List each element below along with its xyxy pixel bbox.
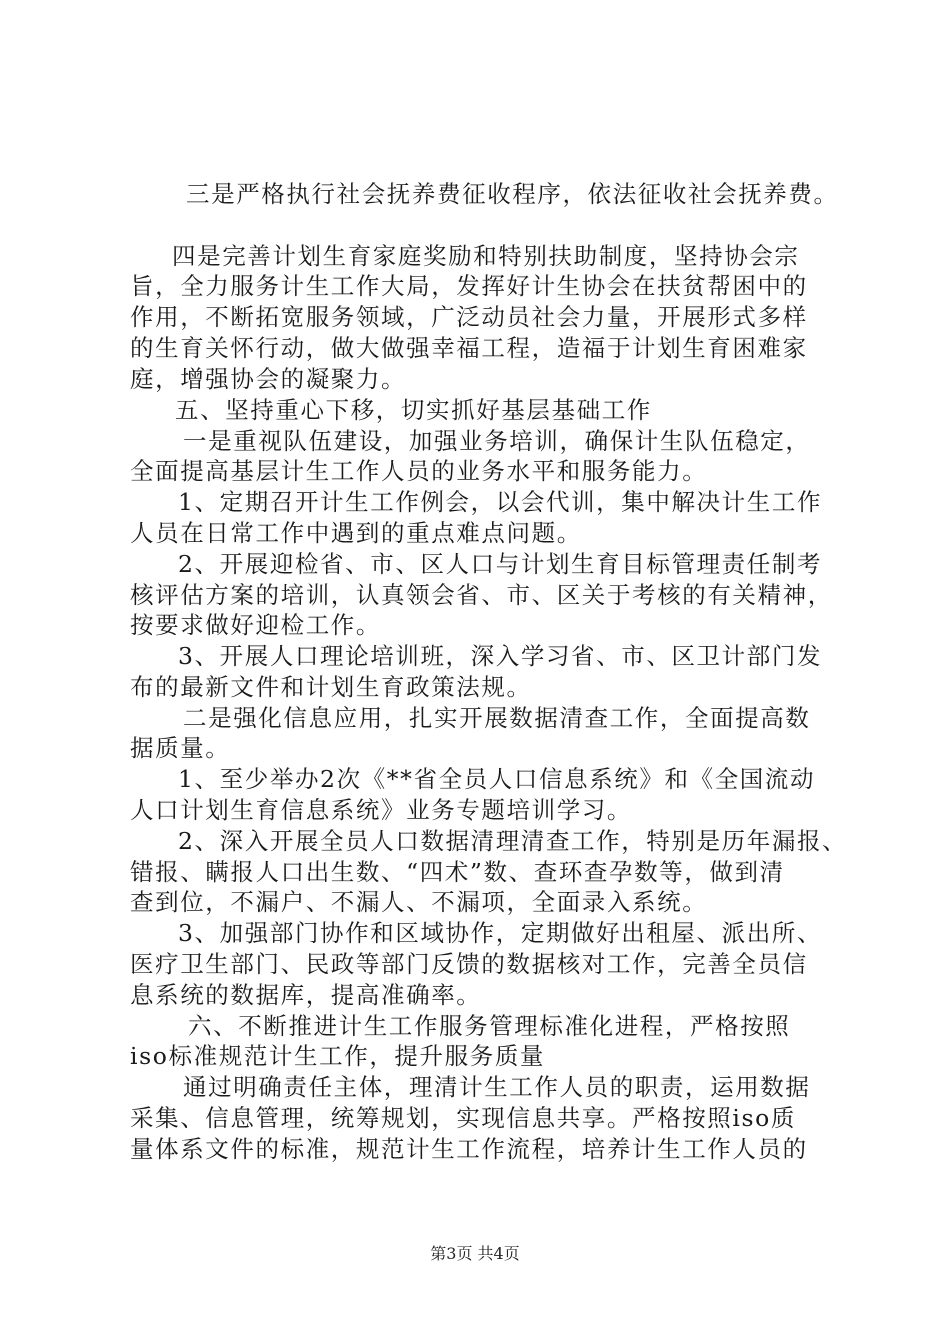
paragraph-line: 量体系文件的标准，规范计生工作流程，培养计生工作人员的 xyxy=(130,1135,808,1163)
paragraph-line: 医疗卫生部门、民政等部门反馈的数据核对工作，完善全员信 xyxy=(130,950,808,978)
paragraph-line: 布的最新文件和计划生育政策法规。 xyxy=(130,673,532,701)
paragraph-line: 查到位，不漏户、不漏人、不漏项，全面录入系统。 xyxy=(130,888,708,916)
paragraph-line: 3、加强部门协作和区域协作，定期做好出租屋、派出所、 xyxy=(178,919,823,947)
paragraph-line: 采集、信息管理，统筹规划，实现信息共享。严格按照iso质 xyxy=(130,1104,797,1132)
section-heading: iso标准规范计生工作，提升服务质量 xyxy=(130,1042,546,1070)
paragraph-line: 1、至少举办2次《**省全员人口信息系统》和《全国流动 xyxy=(178,765,816,793)
paragraph-line: 据质量。 xyxy=(130,734,231,762)
paragraph-line: 2、深入开展全员人口数据清理清查工作，特别是历年漏报、 xyxy=(178,827,848,855)
paragraph-line: 人员在日常工作中遇到的重点难点问题。 xyxy=(130,519,582,547)
paragraph-line: 旨，全力服务计生工作大局，发挥好计生协会在扶贫帮困中的 xyxy=(130,272,808,300)
section-heading: 六、不断推进计生工作服务管理标准化进程，严格按照 xyxy=(188,1012,791,1040)
section-heading: 五、坚持重心下移，切实抓好基层基础工作 xyxy=(175,396,652,424)
paragraph-line: 庭，增强协会的凝聚力。 xyxy=(130,365,407,393)
paragraph-line: 作用，不断拓宽服务领域，广泛动员社会力量，开展形式多样 xyxy=(130,303,808,331)
paragraph-line: 错报、瞒报人口出生数、“四术”数、查环查孕数等，做到清 xyxy=(130,858,785,886)
paragraph-line: 人口计划生育信息系统》业务专题培训学习。 xyxy=(130,796,632,824)
paragraph-line: 2、开展迎检省、市、区人口与计划生育目标管理责任制考 xyxy=(178,550,823,578)
paragraph-line: 一是重视队伍建设，加强业务培训，确保计生队伍稳定， xyxy=(183,427,811,455)
paragraph-line: 的生育关怀行动，做大做强幸福工程，造福于计划生育困难家 xyxy=(130,334,808,362)
paragraph-line: 1、定期召开计生工作例会，以会代训，集中解决计生工作 xyxy=(178,488,823,516)
paragraph-line: 核评估方案的培训，认真领会省、市、区关于考核的有关精神， xyxy=(130,581,833,609)
paragraph-line: 3、开展人口理论培训班，深入学习省、市、区卫计部门发 xyxy=(178,642,823,670)
paragraph-line: 二是强化信息应用，扎实开展数据清查工作，全面提高数 xyxy=(183,704,811,732)
paragraph-line: 按要求做好迎检工作。 xyxy=(130,611,381,639)
paragraph-line: 全面提高基层计生工作人员的业务水平和服务能力。 xyxy=(130,457,708,485)
paragraph-line: 三是严格执行社会抚养费征收程序，依法征收社会抚养费。 xyxy=(186,180,839,208)
paragraph-line: 息系统的数据库，提高准确率。 xyxy=(130,981,482,1009)
paragraph-line: 四是完善计划生育家庭奖励和特别扶助制度，坚持协会宗 xyxy=(172,242,800,270)
page-footer: 第3页 共4页 xyxy=(430,1244,520,1263)
paragraph-line: 通过明确责任主体，理清计生工作人员的职责，运用数据 xyxy=(183,1073,811,1101)
